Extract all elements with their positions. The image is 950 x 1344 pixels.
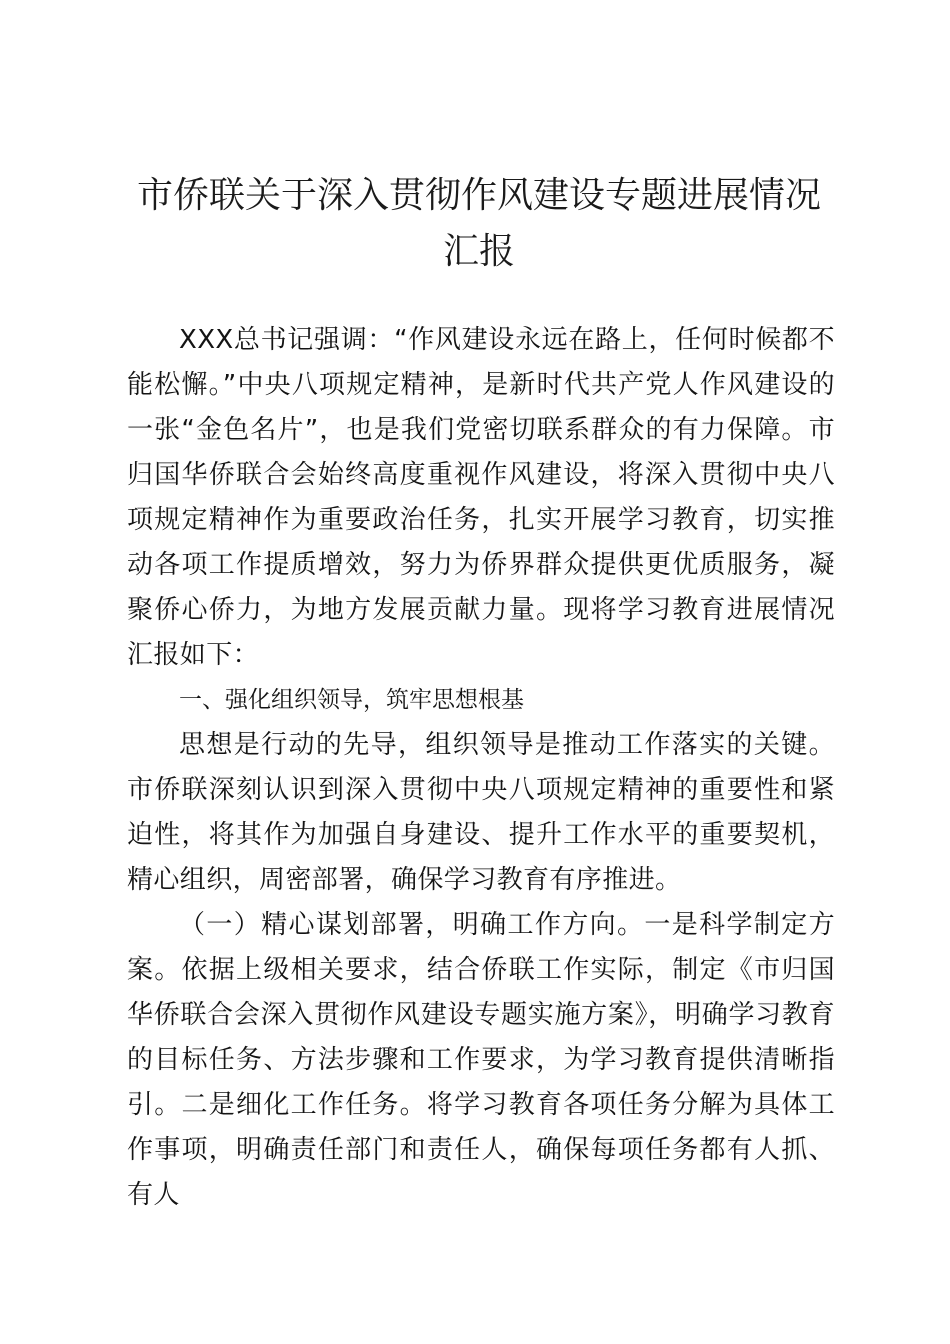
section-heading-1: 一、强化组织领导，筑牢思想根基 xyxy=(179,687,524,713)
section-1-paragraph: 思想是行动的先导，组织领导是推动工作落实的关键。市侨联深刻认识到深入贯彻中央八项规定精神的重要性和紧迫性，将其作为加强自身建设、提升工作水平的重要契机，精心组织，周密部署，确保学习教育有序推进。 xyxy=(127,730,835,895)
document-title: 市侨联关于深入贯彻作风建设专题进展情况汇报 xyxy=(136,175,821,272)
intro-paragraph: XXX总书记强调：“作风建设永远在路上，任何时候都不能松懈。”中央八项规定精神，是新时代共产党人作风建设的一张“金色名片”，也是我们党密切联系群众的有力保障。市归国华侨联合会始终高度重视作风建设，将深入贯彻中央八项规定精神作为重要政治任务，扎实开展学习教育，切实推动各项工作提质增效，努力为侨界群众提供更优质服务，凝聚侨心侨力，为地方发展贡献力量。现将学习教育进展情况汇报如下： xyxy=(127,325,835,670)
subsection-1-paragraph: （一）精心谋划部署，明确工作方向。一是科学制定方案。依据上级相关要求，结合侨联工作实际，制定《市归国华侨联合会深入贯彻作风建设专题实施方案》，明确学习教育的目标任务、方法步骤和工作要求，为学习教育提供清晰指引。二是细化工作任务。将学习教育各项任务分解为具体工作事项，明确责任部门和责任人，确保每项任务都有人抓、有人 xyxy=(127,910,835,1210)
document-body xyxy=(127,318,835,1218)
